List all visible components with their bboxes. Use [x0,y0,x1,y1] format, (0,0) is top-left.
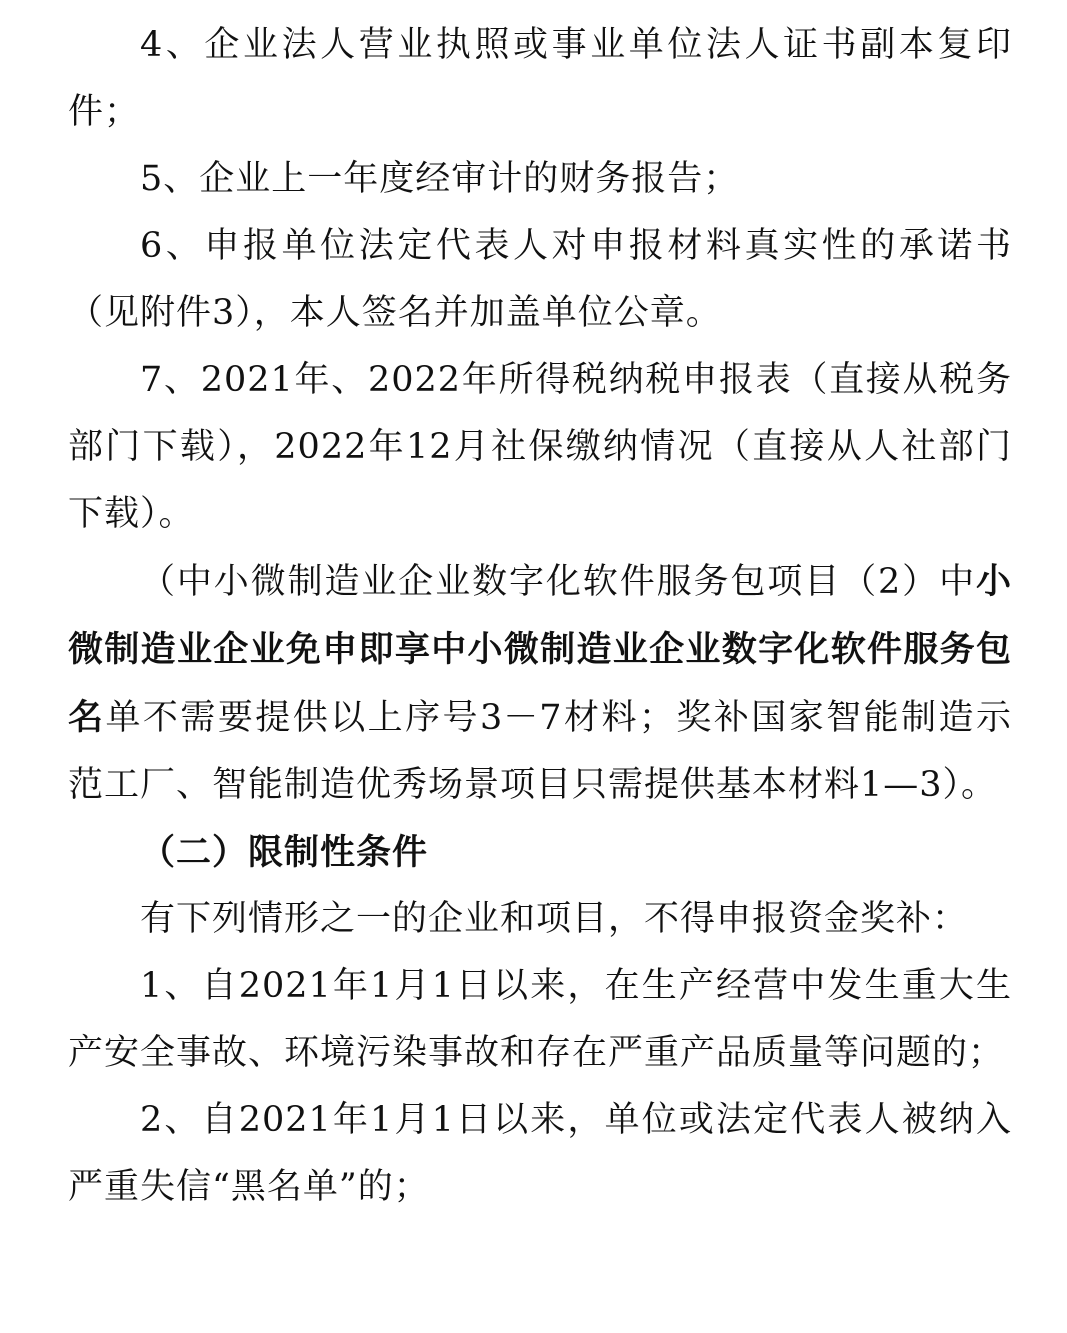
note-text-part1: （中小微制造业企业数字化软件服务包项目（2）中 [140,562,976,602]
section-heading: （二）限制性条件 [140,832,429,873]
restriction-item-2: 2、自2021年1月1日以来，单位或法定代表人被纳入严重失信“黑名单”的； [68,1100,1012,1207]
note-text-part3: 单不需要提供以上序号3－7材料；奖补国家智能制造示范工厂、智能制造优秀场景项目只需提供基本材料1—3）。 [68,698,1012,805]
list-item-6: 6、申报单位法定代表人对申报材料真实性的承诺书（见附件3），本人签名并加盖单位公章。 [68,226,1012,333]
restriction-item-1: 1、自2021年1月1日以来，在生产经营中发生重大生产安全事故、环境污染事故和存在严重产品质量等问题的； [68,966,1012,1073]
note-text-bold: 小微制造业企业免申即享中小微制造业企业数字化软件服务包名 [68,561,1012,738]
list-item-4: 4、企业法人营业执照或事业单位法人证书副本复印件； [68,25,1012,132]
list-item-7: 7、2021年、2022年所得税纳税申报表（直接从税务部门下载），2022年12月社保缴纳情况（直接从人社部门下载）。 [68,360,1012,534]
section-intro: 有下列情形之一的企业和项目，不得申报资金奖补： [140,899,969,939]
list-item-5: 5、企业上一年度经审计的财务报告； [140,159,740,199]
document-body [68,12,1012,1221]
note-paragraph [68,548,1012,819]
